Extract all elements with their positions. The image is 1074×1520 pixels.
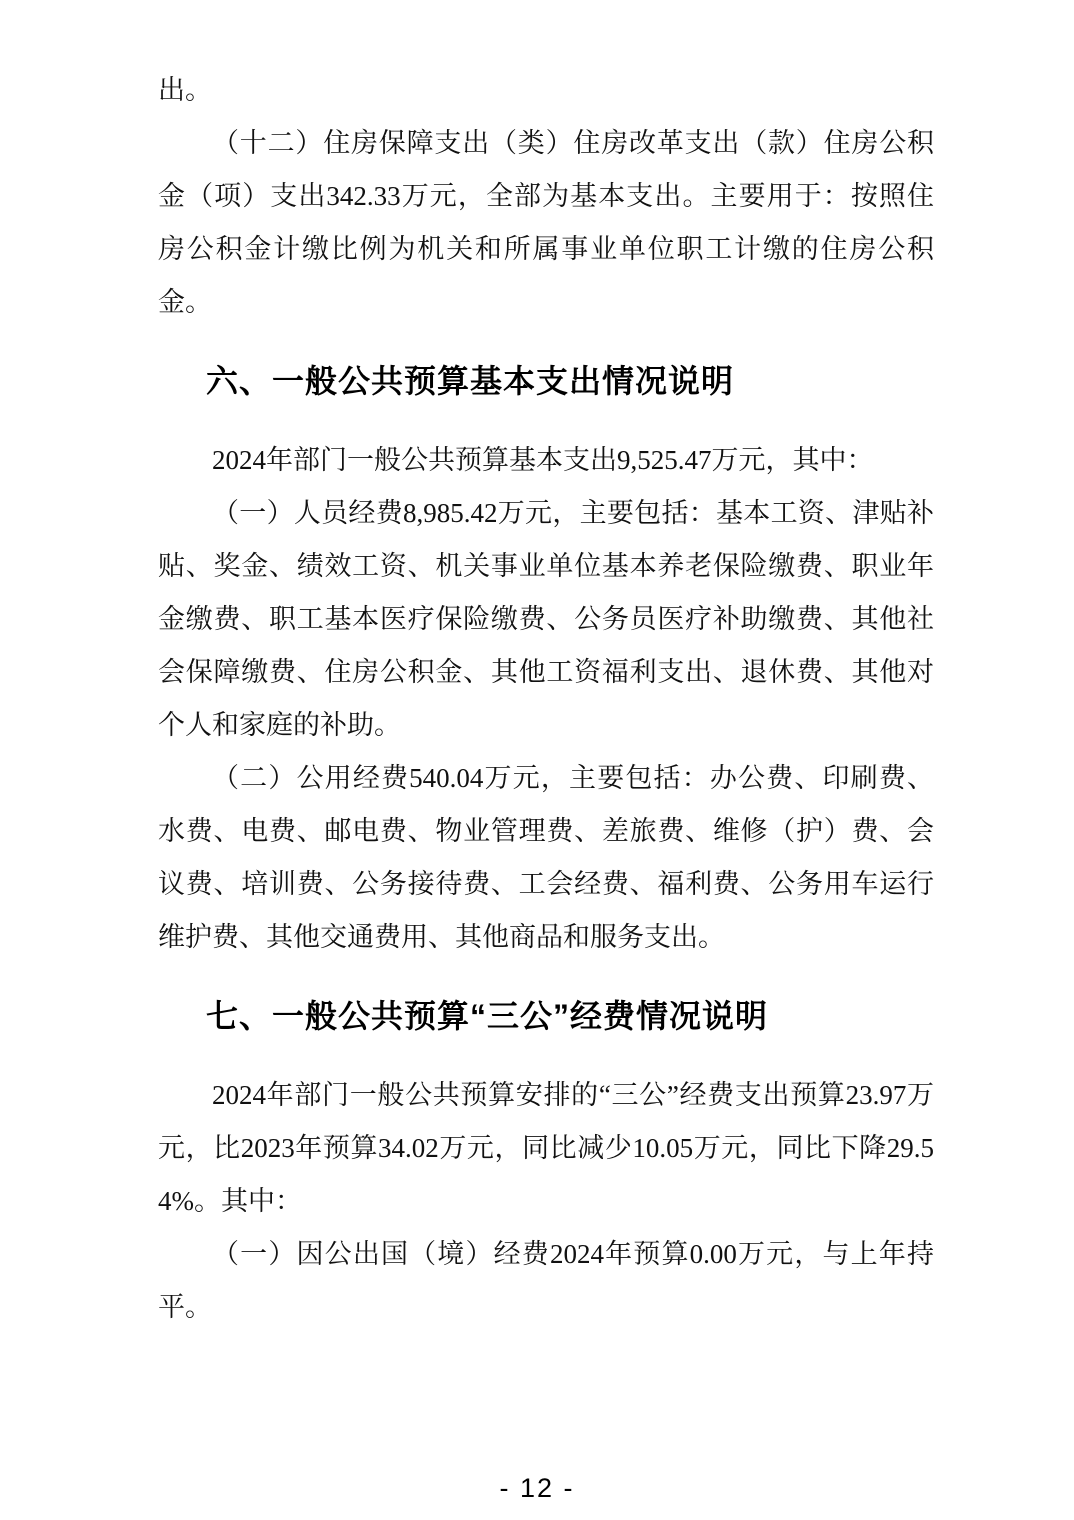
- section-heading: 七、一般公共预算“三公”经费情况说明: [206, 998, 769, 1034]
- paragraph: （十二）住房保障支出（类）住房改革支出（款）住房公积金（项）支出342.33万元，全部为基本支出。主要用于：按照住房公积金计缴比例为机关和所属事业单位职工计缴的住房公积金。: [158, 128, 934, 317]
- paragraph: 出。: [158, 75, 212, 105]
- paragraph: （一）人员经费8,985.42万元，主要包括：基本工资、津贴补贴、奖金、绩效工资、机关事业单位基本养老保险缴费、职业年金缴费、职工基本医疗保险缴费、公务员医疗补助缴费、其他社会保障缴费、住房公积金、其他工资福利支出、退休费、其他对个人和家庭的补助。: [158, 498, 934, 740]
- paragraph: （一）因公出国（境）经费2024年预算0.00万元，与上年持平。: [158, 1239, 934, 1322]
- page-footer: [0, 1473, 1074, 1504]
- paragraph: 2024年部门一般公共预算基本支出9,525.47万元，其中：: [212, 445, 874, 475]
- section-heading: 六、一般公共预算基本支出情况说明: [206, 363, 735, 399]
- paragraph: （二）公用经费540.04万元，主要包括：办公费、印刷费、水费、电费、邮电费、物业管理费、差旅费、维修（护）费、会议费、培训费、公务接待费、工会经费、福利费、公务用车运行维护费、其他交通费用、其他商品和服务支出。: [158, 763, 934, 952]
- document-body: [158, 64, 934, 1334]
- page-number: - 12 -: [499, 1473, 575, 1503]
- paragraph: 2024年部门一般公共预算安排的“三公”经费支出预算23.97万元，比2023年预算34.02万元，同比减少10.05万元，同比下降29.54%。其中：: [158, 1080, 934, 1216]
